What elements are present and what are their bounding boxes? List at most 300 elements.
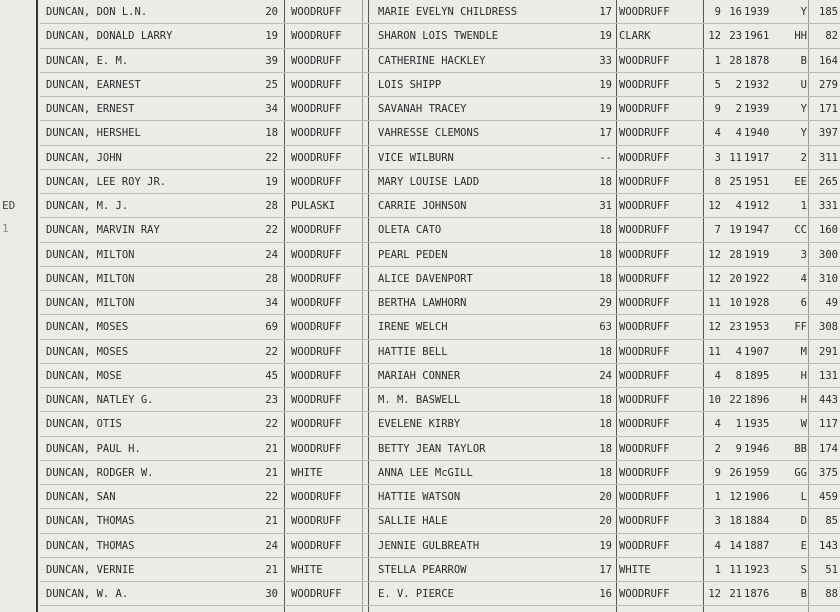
groom-county: WOODRUFF xyxy=(291,321,342,334)
bride-age: 18 xyxy=(599,272,612,285)
year: 1896 xyxy=(744,394,770,406)
bride-county: WOODRUFF xyxy=(619,175,670,188)
month: 4 xyxy=(714,127,721,140)
groom-county: WOODRUFF xyxy=(291,127,342,140)
groom-age: 18 xyxy=(265,127,278,140)
month: 9 xyxy=(714,466,721,479)
bride-age: 18 xyxy=(599,175,612,188)
groom-name: DUNCAN, THOMAS xyxy=(46,515,135,528)
groom-age: 20 xyxy=(265,6,278,18)
month: 9 xyxy=(714,6,721,18)
groom-age: 21 xyxy=(265,515,278,528)
year: 1895 xyxy=(744,369,770,382)
groom-name: DUNCAN, NATLEY G. xyxy=(46,394,154,406)
book: Y xyxy=(800,103,807,115)
book: 3 xyxy=(800,248,807,261)
bride-county: WOODRUFF xyxy=(619,539,670,552)
year: 1953 xyxy=(744,321,770,334)
groom-age: 19 xyxy=(265,175,278,188)
bride-county: WOODRUFF xyxy=(619,466,670,479)
groom-name: DUNCAN, RODGER W. xyxy=(46,466,154,479)
bride-county: WOODRUFF xyxy=(619,588,670,600)
book: FF xyxy=(794,321,807,334)
page: 171 xyxy=(819,103,838,115)
groom-county: WOODRUFF xyxy=(291,151,342,164)
bride-county: WOODRUFF xyxy=(619,6,670,18)
book: L xyxy=(800,491,807,503)
groom-age: 22 xyxy=(265,418,278,431)
bride-name: VICE WILBURN xyxy=(378,151,454,164)
table-row xyxy=(0,267,840,291)
bride-name: SAVANAH TRACEY xyxy=(378,103,467,115)
month: 1 xyxy=(714,54,721,67)
book: H xyxy=(800,369,807,382)
page: 265 xyxy=(819,175,838,188)
bride-county: WOODRUFF xyxy=(619,54,670,67)
day: 4 xyxy=(735,200,742,212)
page: 300 xyxy=(819,248,838,261)
month: 4 xyxy=(714,369,721,382)
groom-name: DUNCAN, OTIS xyxy=(46,418,122,431)
year: 1884 xyxy=(744,515,770,528)
groom-name: DUNCAN, DON L.N. xyxy=(46,6,148,18)
groom-age: 22 xyxy=(265,345,278,358)
page: 131 xyxy=(819,369,838,382)
month: 12 xyxy=(708,200,721,212)
groom-county: WOODRUFF xyxy=(291,103,342,115)
groom-name: DUNCAN, MOSES xyxy=(46,345,129,358)
day: 9 xyxy=(735,442,742,455)
year: 1907 xyxy=(744,345,770,358)
day: 4 xyxy=(735,345,742,358)
groom-age: 23 xyxy=(265,394,278,406)
book: U xyxy=(800,78,807,91)
groom-name: DUNCAN, VERNIE xyxy=(46,563,135,576)
bride-name: HATTIE BELL xyxy=(378,345,448,358)
day: 10 xyxy=(729,297,742,309)
book: GG xyxy=(794,466,807,479)
month: 4 xyxy=(714,539,721,552)
bride-county: WOODRUFF xyxy=(619,491,670,503)
month: 10 xyxy=(708,394,721,406)
year: 1947 xyxy=(744,224,770,237)
groom-age: 39 xyxy=(265,54,278,67)
table-row xyxy=(0,73,840,97)
day: 4 xyxy=(735,127,742,140)
bride-name: LOIS SHIPP xyxy=(378,78,442,91)
month: 11 xyxy=(708,297,721,309)
groom-age: 19 xyxy=(265,30,278,43)
bride-age: 18 xyxy=(599,442,612,455)
bride-county: WOODRUFF xyxy=(619,151,670,164)
page: 308 xyxy=(819,321,838,334)
groom-county: WHITE xyxy=(291,466,323,479)
bride-name: MARIE EVELYN CHILDRESS xyxy=(378,6,518,18)
book: E xyxy=(800,539,807,552)
bride-county: WOODRUFF xyxy=(619,127,670,140)
bride-county: WOODRUFF xyxy=(619,442,670,455)
bride-age: 19 xyxy=(599,103,612,115)
day: 23 xyxy=(729,30,742,43)
year: 1959 xyxy=(744,466,770,479)
groom-county: WOODRUFF xyxy=(291,515,342,528)
book: M xyxy=(800,345,807,358)
month: 7 xyxy=(714,224,721,237)
table-row xyxy=(0,509,840,533)
bride-age: 17 xyxy=(599,6,612,18)
groom-age: 34 xyxy=(265,103,278,115)
month: 12 xyxy=(708,272,721,285)
year: 1940 xyxy=(744,127,770,140)
page: 331 xyxy=(819,200,838,212)
day: 8 xyxy=(735,369,742,382)
bride-county: WOODRUFF xyxy=(619,369,670,382)
groom-name: DUNCAN, MILTON xyxy=(46,248,135,261)
groom-name: DUNCAN, DONALD LARRY xyxy=(46,30,173,43)
groom-county: WOODRUFF xyxy=(291,224,342,237)
bride-county: CLARK xyxy=(619,30,651,43)
page: 375 xyxy=(819,466,838,479)
groom-county: WOODRUFF xyxy=(291,394,342,406)
groom-age: 30 xyxy=(265,588,278,600)
year: 1928 xyxy=(744,297,770,309)
groom-name: DUNCAN, SAN xyxy=(46,491,116,503)
day: 12 xyxy=(729,491,742,503)
book: B xyxy=(800,54,807,67)
month: 12 xyxy=(708,321,721,334)
bride-name: EVELENE KIRBY xyxy=(378,418,461,431)
bride-age: 18 xyxy=(599,418,612,431)
day: 21 xyxy=(729,588,742,600)
table-row xyxy=(0,194,840,218)
bride-name: SALLIE HALE xyxy=(378,515,448,528)
bride-name: ANNA LEE McGILL xyxy=(378,466,473,479)
bride-county: WOODRUFF xyxy=(619,248,670,261)
page: 291 xyxy=(819,345,838,358)
page: 279 xyxy=(819,78,838,91)
table-row xyxy=(0,364,840,388)
groom-age: 34 xyxy=(265,297,278,309)
groom-name: DUNCAN, THOMAS xyxy=(46,539,135,552)
day: 19 xyxy=(729,224,742,237)
groom-age: 22 xyxy=(265,224,278,237)
groom-county: WOODRUFF xyxy=(291,491,342,503)
groom-county: WOODRUFF xyxy=(291,78,342,91)
year: 1876 xyxy=(744,588,770,600)
bride-age: 18 xyxy=(599,248,612,261)
table-row xyxy=(0,291,840,315)
groom-county: WOODRUFF xyxy=(291,588,342,600)
month: 11 xyxy=(708,345,721,358)
groom-name: DUNCAN, HERSHEL xyxy=(46,127,141,140)
table-row xyxy=(0,24,840,48)
month: 12 xyxy=(708,248,721,261)
bride-age: -- xyxy=(599,151,612,164)
groom-county: WHITE xyxy=(291,563,323,576)
bride-age: 24 xyxy=(599,369,612,382)
bride-age: 18 xyxy=(599,345,612,358)
book: Y xyxy=(800,127,807,140)
page: 185 xyxy=(819,6,838,18)
day: 28 xyxy=(729,54,742,67)
book: 4 xyxy=(800,272,807,285)
day: 28 xyxy=(729,248,742,261)
table-row xyxy=(0,218,840,242)
bride-county: WOODRUFF xyxy=(619,515,670,528)
month: 2 xyxy=(714,442,721,455)
bride-age: 63 xyxy=(599,321,612,334)
groom-age: 24 xyxy=(265,248,278,261)
bride-name: STELLA PEARROW xyxy=(378,563,467,576)
bride-name: JENNIE GULBREATH xyxy=(378,539,480,552)
day: 20 xyxy=(729,272,742,285)
day: 25 xyxy=(729,175,742,188)
book: CC xyxy=(794,224,807,237)
month: 8 xyxy=(714,175,721,188)
groom-county: WOODRUFF xyxy=(291,345,342,358)
groom-age: 28 xyxy=(265,200,278,212)
book: S xyxy=(800,563,807,576)
groom-age: 45 xyxy=(265,369,278,382)
groom-age: 25 xyxy=(265,78,278,91)
groom-name: DUNCAN, W. A. xyxy=(46,588,129,600)
year: 1946 xyxy=(744,442,770,455)
bride-age: 19 xyxy=(599,30,612,43)
book: H xyxy=(800,394,807,406)
year: 1939 xyxy=(744,6,770,18)
book: 1 xyxy=(800,200,807,212)
groom-name: DUNCAN, EARNEST xyxy=(46,78,141,91)
page: 459 xyxy=(819,491,838,503)
month: 3 xyxy=(714,151,721,164)
table-row xyxy=(0,315,840,339)
groom-age: 22 xyxy=(265,151,278,164)
table-row xyxy=(0,461,840,485)
groom-age: 21 xyxy=(265,466,278,479)
year: 1935 xyxy=(744,418,770,431)
table-row xyxy=(0,97,840,121)
table-row xyxy=(0,170,840,194)
page: 397 xyxy=(819,127,838,140)
groom-county: WOODRUFF xyxy=(291,297,342,309)
day: 14 xyxy=(729,539,742,552)
groom-county: WOODRUFF xyxy=(291,442,342,455)
year: 1906 xyxy=(744,491,770,503)
groom-county: WOODRUFF xyxy=(291,30,342,43)
bride-name: BETTY JEAN TAYLOR xyxy=(378,442,486,455)
table-row xyxy=(0,558,840,582)
page: 160 xyxy=(819,224,838,237)
bride-name: MARY LOUISE LADD xyxy=(378,175,480,188)
bride-name: HATTIE WATSON xyxy=(378,491,461,503)
page: 311 xyxy=(819,151,838,164)
groom-name: DUNCAN, JOHN xyxy=(46,151,122,164)
groom-name: DUNCAN, MOSE xyxy=(46,369,122,382)
year: 1932 xyxy=(744,78,770,91)
page: 174 xyxy=(819,442,838,455)
bride-name: OLETA CATO xyxy=(378,224,442,237)
groom-age: 69 xyxy=(265,321,278,334)
row-rule xyxy=(40,605,840,606)
month: 1 xyxy=(714,563,721,576)
bride-age: 19 xyxy=(599,78,612,91)
day: 2 xyxy=(735,103,742,115)
bride-county: WOODRUFF xyxy=(619,78,670,91)
book: 6 xyxy=(800,297,807,309)
table-row xyxy=(0,0,840,24)
bride-county: WOODRUFF xyxy=(619,394,670,406)
bride-name: CARRIE JOHNSON xyxy=(378,200,467,212)
day: 22 xyxy=(729,394,742,406)
groom-county: WOODRUFF xyxy=(291,418,342,431)
bride-name: M. M. BASWELL xyxy=(378,394,461,406)
table-row xyxy=(0,340,840,364)
page: 143 xyxy=(819,539,838,552)
day: 23 xyxy=(729,321,742,334)
page: 51 xyxy=(825,563,838,576)
bride-county: WOODRUFF xyxy=(619,345,670,358)
groom-name: DUNCAN, E. M. xyxy=(46,54,129,67)
year: 1912 xyxy=(744,200,770,212)
groom-county: WOODRUFF xyxy=(291,175,342,188)
table-row xyxy=(0,412,840,436)
month: 5 xyxy=(714,78,721,91)
table-row xyxy=(0,534,840,558)
groom-age: 24 xyxy=(265,539,278,552)
groom-name: DUNCAN, LEE ROY JR. xyxy=(46,175,167,188)
bride-age: 18 xyxy=(599,224,612,237)
bride-county: WOODRUFF xyxy=(619,200,670,212)
margin-mark: 1 xyxy=(2,222,9,235)
month: 1 xyxy=(714,491,721,503)
bride-age: 33 xyxy=(599,54,612,67)
year: 1878 xyxy=(744,54,770,67)
book: HH xyxy=(794,30,807,43)
page: 443 xyxy=(819,394,838,406)
bride-county: WOODRUFF xyxy=(619,418,670,431)
month: 12 xyxy=(708,588,721,600)
table-row xyxy=(0,437,840,461)
bride-name: MARIAH CONNER xyxy=(378,369,461,382)
page: 85 xyxy=(825,515,838,528)
bride-age: 16 xyxy=(599,588,612,600)
day: 11 xyxy=(729,563,742,576)
table-row xyxy=(0,243,840,267)
year: 1939 xyxy=(744,103,770,115)
book: EE xyxy=(794,175,807,188)
table-row xyxy=(0,49,840,73)
book: BB xyxy=(794,442,807,455)
groom-county: PULASKI xyxy=(291,200,336,212)
year: 1961 xyxy=(744,30,770,43)
day: 16 xyxy=(729,6,742,18)
table-row xyxy=(0,485,840,509)
month: 4 xyxy=(714,418,721,431)
book: Y xyxy=(800,6,807,18)
bride-age: 31 xyxy=(599,200,612,212)
page: 82 xyxy=(825,30,838,43)
bride-name: PEARL PEDEN xyxy=(378,248,448,261)
year: 1951 xyxy=(744,175,770,188)
bride-age: 17 xyxy=(599,127,612,140)
margin-mark: ED xyxy=(2,199,16,212)
groom-name: DUNCAN, MARVIN RAY xyxy=(46,224,160,237)
book: D xyxy=(800,515,807,528)
groom-county: WOODRUFF xyxy=(291,6,342,18)
year: 1887 xyxy=(744,539,770,552)
book: B xyxy=(800,588,807,600)
month: 3 xyxy=(714,515,721,528)
table-row xyxy=(0,582,840,606)
bride-age: 17 xyxy=(599,563,612,576)
bride-age: 18 xyxy=(599,466,612,479)
groom-age: 22 xyxy=(265,491,278,503)
day: 11 xyxy=(729,151,742,164)
groom-age: 21 xyxy=(265,563,278,576)
groom-name: DUNCAN, MOSES xyxy=(46,321,129,334)
groom-name: DUNCAN, ERNEST xyxy=(46,103,135,115)
table-row xyxy=(0,121,840,145)
day: 18 xyxy=(729,515,742,528)
year: 1922 xyxy=(744,272,770,285)
bride-county: WOODRUFF xyxy=(619,103,670,115)
page: 310 xyxy=(819,272,838,285)
bride-county: WOODRUFF xyxy=(619,224,670,237)
bride-name: SHARON LOIS TWENDLE xyxy=(378,30,499,43)
year: 1919 xyxy=(744,248,770,261)
day: 2 xyxy=(735,78,742,91)
day: 1 xyxy=(735,418,742,431)
page: 88 xyxy=(825,588,838,600)
table-row xyxy=(0,388,840,412)
groom-county: WOODRUFF xyxy=(291,539,342,552)
bride-age: 20 xyxy=(599,515,612,528)
bride-name: BERTHA LAWHORN xyxy=(378,297,467,309)
groom-name: DUNCAN, MILTON xyxy=(46,297,135,309)
bride-age: 20 xyxy=(599,491,612,503)
bride-name: VAHRESSE CLEMONS xyxy=(378,127,480,140)
book: 2 xyxy=(800,151,807,164)
bride-county: WOODRUFF xyxy=(619,297,670,309)
page: 164 xyxy=(819,54,838,67)
day: 26 xyxy=(729,466,742,479)
bride-name: CATHERINE HACKLEY xyxy=(378,54,486,67)
groom-county: WOODRUFF xyxy=(291,272,342,285)
year: 1923 xyxy=(744,563,770,576)
page: 49 xyxy=(825,297,838,309)
bride-county: WHITE xyxy=(619,563,651,576)
bride-name: E. V. PIERCE xyxy=(378,588,454,600)
page: 117 xyxy=(819,418,838,431)
table-row xyxy=(0,146,840,170)
groom-age: 28 xyxy=(265,272,278,285)
month: 9 xyxy=(714,103,721,115)
bride-age: 29 xyxy=(599,297,612,309)
groom-county: WOODRUFF xyxy=(291,248,342,261)
bride-age: 19 xyxy=(599,539,612,552)
bride-age: 18 xyxy=(599,394,612,406)
groom-county: WOODRUFF xyxy=(291,369,342,382)
bride-name: IRENE WELCH xyxy=(378,321,448,334)
groom-age: 21 xyxy=(265,442,278,455)
groom-name: DUNCAN, M. J. xyxy=(46,200,129,212)
bride-name: ALICE DAVENPORT xyxy=(378,272,473,285)
bride-county: WOODRUFF xyxy=(619,272,670,285)
groom-name: DUNCAN, PAUL H. xyxy=(46,442,141,455)
year: 1917 xyxy=(744,151,770,164)
groom-county: WOODRUFF xyxy=(291,54,342,67)
groom-name: DUNCAN, MILTON xyxy=(46,272,135,285)
